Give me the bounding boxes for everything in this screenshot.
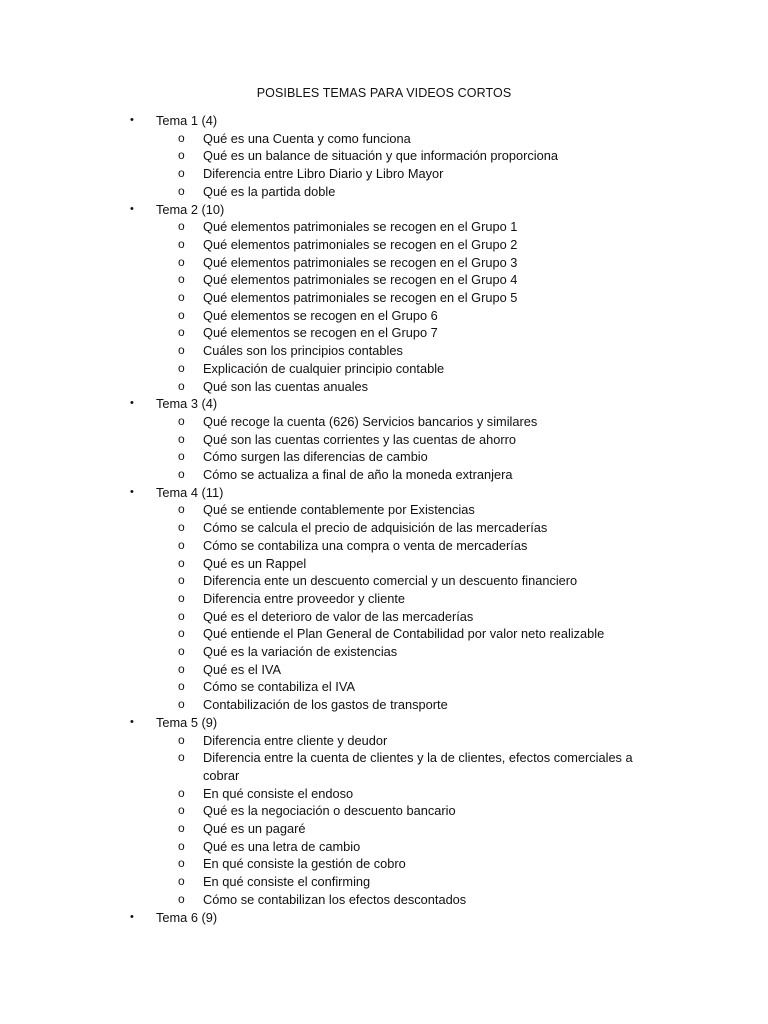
subtopic-text: Qué elementos se recogen en el Grupo 6 bbox=[203, 307, 438, 323]
circle-bullet-icon: o bbox=[178, 537, 185, 552]
subtopic-text: Diferencia entre cliente y deudor bbox=[203, 732, 388, 748]
circle-bullet-icon: o bbox=[178, 502, 185, 517]
subtopic-text: Qué es una letra de cambio bbox=[203, 838, 361, 854]
circle-bullet-icon: o bbox=[178, 750, 185, 765]
topic-section bbox=[0, 484, 768, 714]
circle-bullet-icon: o bbox=[178, 732, 185, 747]
circle-bullet-icon: o bbox=[178, 573, 185, 588]
subtopic-item bbox=[0, 448, 768, 466]
subtopic-item bbox=[0, 785, 768, 803]
subtopic-text: Explicación de cualquier principio contable bbox=[203, 360, 445, 376]
subtopic-item bbox=[0, 873, 768, 891]
subtopic-text: Qué recoge la cuenta (626) Servicios bancarios y similares bbox=[203, 413, 538, 429]
subtopic-item bbox=[0, 838, 768, 856]
subtopic-item bbox=[0, 749, 768, 784]
bullet-icon: • bbox=[130, 114, 134, 126]
subtopic-text: En qué consiste el endoso bbox=[203, 785, 354, 801]
topic-section bbox=[0, 395, 768, 484]
circle-bullet-icon: o bbox=[178, 413, 185, 428]
circle-bullet-icon: o bbox=[178, 891, 185, 906]
subtopic-item bbox=[0, 130, 768, 148]
circle-bullet-icon: o bbox=[178, 467, 185, 482]
topic-section bbox=[0, 201, 768, 396]
circle-bullet-icon: o bbox=[178, 272, 185, 287]
subtopic-item bbox=[0, 661, 768, 679]
subtopic-text: Qué es la negociación o descuento bancario bbox=[203, 803, 456, 819]
circle-bullet-icon: o bbox=[178, 608, 185, 623]
subtopic-text: Diferencia entre Libro Diario y Libro Mayor bbox=[203, 166, 444, 182]
subtopic-text: Qué elementos patrimoniales se recogen en el Grupo 1 bbox=[203, 219, 518, 235]
subtopic-item bbox=[0, 643, 768, 661]
bullet-icon: • bbox=[130, 910, 134, 923]
circle-bullet-icon: o bbox=[178, 378, 185, 393]
circle-bullet-icon: o bbox=[178, 874, 185, 889]
topic-heading bbox=[0, 395, 768, 413]
topic-section bbox=[0, 112, 768, 201]
topic-heading bbox=[0, 112, 768, 130]
subtopic-text: Qué es la variación de existencias bbox=[203, 644, 398, 660]
subtopic-text: Cuáles son los principios contables bbox=[203, 343, 403, 359]
subtopic-item bbox=[0, 678, 768, 696]
topic-heading bbox=[0, 201, 768, 219]
subtopic-text: Qué es un pagaré bbox=[203, 821, 306, 837]
circle-bullet-icon: o bbox=[178, 644, 185, 659]
circle-bullet-icon: o bbox=[178, 219, 185, 234]
subtopic-list bbox=[0, 413, 768, 484]
circle-bullet-icon: o bbox=[178, 838, 185, 853]
subtopic-item bbox=[0, 165, 768, 183]
circle-bullet-icon: o bbox=[178, 590, 185, 605]
circle-bullet-icon: o bbox=[178, 821, 185, 836]
subtopic-text: Diferencia entre la cuenta de clientes y la de clientes, efectos comerciales a cobrar bbox=[203, 750, 633, 783]
circle-bullet-icon: o bbox=[178, 679, 185, 694]
subtopic-list bbox=[0, 501, 768, 713]
document-title: POSIBLES TEMAS PARA VIDEOS CORTOS bbox=[256, 86, 512, 100]
circle-bullet-icon: o bbox=[178, 290, 185, 304]
circle-bullet-icon: o bbox=[178, 307, 185, 322]
subtopic-text: Qué elementos se recogen en el Grupo 7 bbox=[203, 325, 438, 341]
subtopic-item bbox=[0, 732, 768, 750]
circle-bullet-icon: o bbox=[178, 183, 185, 198]
subtopic-text: Contabilización de los gastos de transporte bbox=[203, 697, 448, 713]
subtopic-text: Qué es un balance de situación y que información proporciona bbox=[203, 148, 558, 164]
subtopic-text: Cómo se calcula el precio de adquisición de las mercaderías bbox=[203, 520, 548, 536]
subtopic-list bbox=[0, 732, 768, 909]
subtopic-item bbox=[0, 218, 768, 236]
subtopic-item bbox=[0, 289, 768, 307]
subtopic-text: En qué consiste el confirming bbox=[203, 874, 371, 890]
circle-bullet-icon: o bbox=[178, 325, 185, 340]
topic-label: Tema 2 (10) bbox=[156, 201, 225, 217]
circle-bullet-icon: o bbox=[178, 555, 185, 570]
subtopic-item bbox=[0, 855, 768, 873]
circle-bullet-icon: o bbox=[178, 343, 185, 358]
subtopic-item bbox=[0, 183, 768, 201]
bullet-icon: • bbox=[130, 485, 134, 498]
topic-label: Tema 3 (4) bbox=[156, 396, 218, 412]
bullet-icon: • bbox=[130, 715, 134, 728]
subtopic-item bbox=[0, 254, 768, 272]
subtopic-text: Cómo surgen las diferencias de cambio bbox=[203, 449, 428, 465]
subtopic-text: Cómo se contabiliza una compra o venta de mercaderías bbox=[203, 537, 528, 553]
subtopic-item bbox=[0, 537, 768, 555]
subtopic-item bbox=[0, 590, 768, 608]
subtopic-text: Cómo se contabiliza el IVA bbox=[203, 679, 355, 695]
circle-bullet-icon: o bbox=[178, 785, 185, 800]
circle-bullet-icon: o bbox=[178, 626, 185, 641]
subtopic-text: En qué consiste la gestión de cobro bbox=[203, 856, 406, 872]
circle-bullet-icon: o bbox=[178, 130, 185, 145]
subtopic-item bbox=[0, 555, 768, 573]
topic-label: Tema 4 (11) bbox=[156, 484, 224, 500]
subtopic-text: Qué es una Cuenta y como funciona bbox=[203, 130, 411, 146]
circle-bullet-icon: o bbox=[178, 520, 185, 535]
circle-bullet-icon: o bbox=[178, 856, 185, 871]
topic-heading bbox=[0, 909, 768, 927]
subtopic-text: Qué se entiende contablemente por Existencias bbox=[203, 502, 475, 518]
subtopic-item bbox=[0, 342, 768, 360]
subtopic-text: Qué elementos patrimoniales se recogen en el Grupo 5 bbox=[203, 290, 518, 305]
subtopic-item bbox=[0, 820, 768, 838]
bullet-icon: • bbox=[130, 397, 134, 410]
subtopic-item bbox=[0, 360, 768, 378]
subtopic-item bbox=[0, 324, 768, 342]
circle-bullet-icon: o bbox=[178, 431, 185, 446]
subtopic-text: Qué es un Rappel bbox=[203, 555, 307, 571]
subtopic-text: Diferencia entre proveedor y cliente bbox=[203, 590, 406, 606]
topic-heading bbox=[0, 714, 768, 732]
topic-section bbox=[0, 909, 768, 927]
topic-heading bbox=[0, 484, 768, 502]
subtopic-text: Qué es el deterioro de valor de las mercaderías bbox=[203, 608, 474, 624]
subtopic-list bbox=[0, 218, 768, 395]
subtopic-item bbox=[0, 572, 768, 590]
circle-bullet-icon: o bbox=[178, 449, 185, 464]
bullet-icon: • bbox=[130, 202, 134, 215]
subtopic-item bbox=[0, 608, 768, 626]
subtopic-text: Qué elementos patrimoniales se recogen en el Grupo 3 bbox=[203, 254, 518, 270]
topic-label: Tema 1 (4) bbox=[156, 113, 218, 128]
subtopic-item bbox=[0, 271, 768, 289]
subtopic-text: Cómo se contabilizan los efectos descontados bbox=[203, 891, 467, 907]
topic-list bbox=[0, 112, 768, 926]
subtopic-item bbox=[0, 413, 768, 431]
subtopic-item bbox=[0, 501, 768, 519]
subtopic-list bbox=[0, 130, 768, 201]
subtopic-item bbox=[0, 466, 768, 484]
topic-label: Tema 6 (9) bbox=[156, 909, 218, 925]
subtopic-text: Diferencia ente un descuento comercial y un descuento financiero bbox=[203, 573, 578, 589]
circle-bullet-icon: o bbox=[178, 661, 185, 676]
subtopic-item bbox=[0, 802, 768, 820]
subtopic-item bbox=[0, 696, 768, 714]
circle-bullet-icon: o bbox=[178, 236, 185, 251]
circle-bullet-icon: o bbox=[178, 360, 185, 375]
subtopic-text: Qué elementos patrimoniales se recogen en el Grupo 4 bbox=[203, 272, 518, 288]
subtopic-item bbox=[0, 378, 768, 396]
subtopic-text: Qué es el IVA bbox=[203, 661, 282, 677]
subtopic-item bbox=[0, 236, 768, 254]
subtopic-text: Qué son las cuentas corrientes y las cuentas de ahorro bbox=[203, 431, 516, 447]
subtopic-text: Qué son las cuentas anuales bbox=[203, 378, 369, 394]
circle-bullet-icon: o bbox=[178, 254, 185, 269]
subtopic-text: Qué elementos patrimoniales se recogen en el Grupo 2 bbox=[203, 236, 518, 252]
subtopic-item bbox=[0, 147, 768, 165]
circle-bullet-icon: o bbox=[178, 148, 185, 163]
subtopic-item bbox=[0, 307, 768, 325]
subtopic-item bbox=[0, 431, 768, 449]
subtopic-item bbox=[0, 519, 768, 537]
subtopic-item bbox=[0, 625, 768, 643]
subtopic-text: Qué entiende el Plan General de Contabilidad por valor neto realizable bbox=[203, 626, 605, 642]
subtopic-item bbox=[0, 891, 768, 909]
circle-bullet-icon: o bbox=[178, 697, 185, 712]
topic-label: Tema 5 (9) bbox=[156, 714, 218, 730]
subtopic-text: Qué es la partida doble bbox=[203, 183, 336, 199]
subtopic-text: Cómo se actualiza a final de año la moneda extranjera bbox=[203, 467, 513, 483]
topic-section bbox=[0, 714, 768, 909]
circle-bullet-icon: o bbox=[178, 803, 185, 818]
circle-bullet-icon: o bbox=[178, 166, 185, 181]
